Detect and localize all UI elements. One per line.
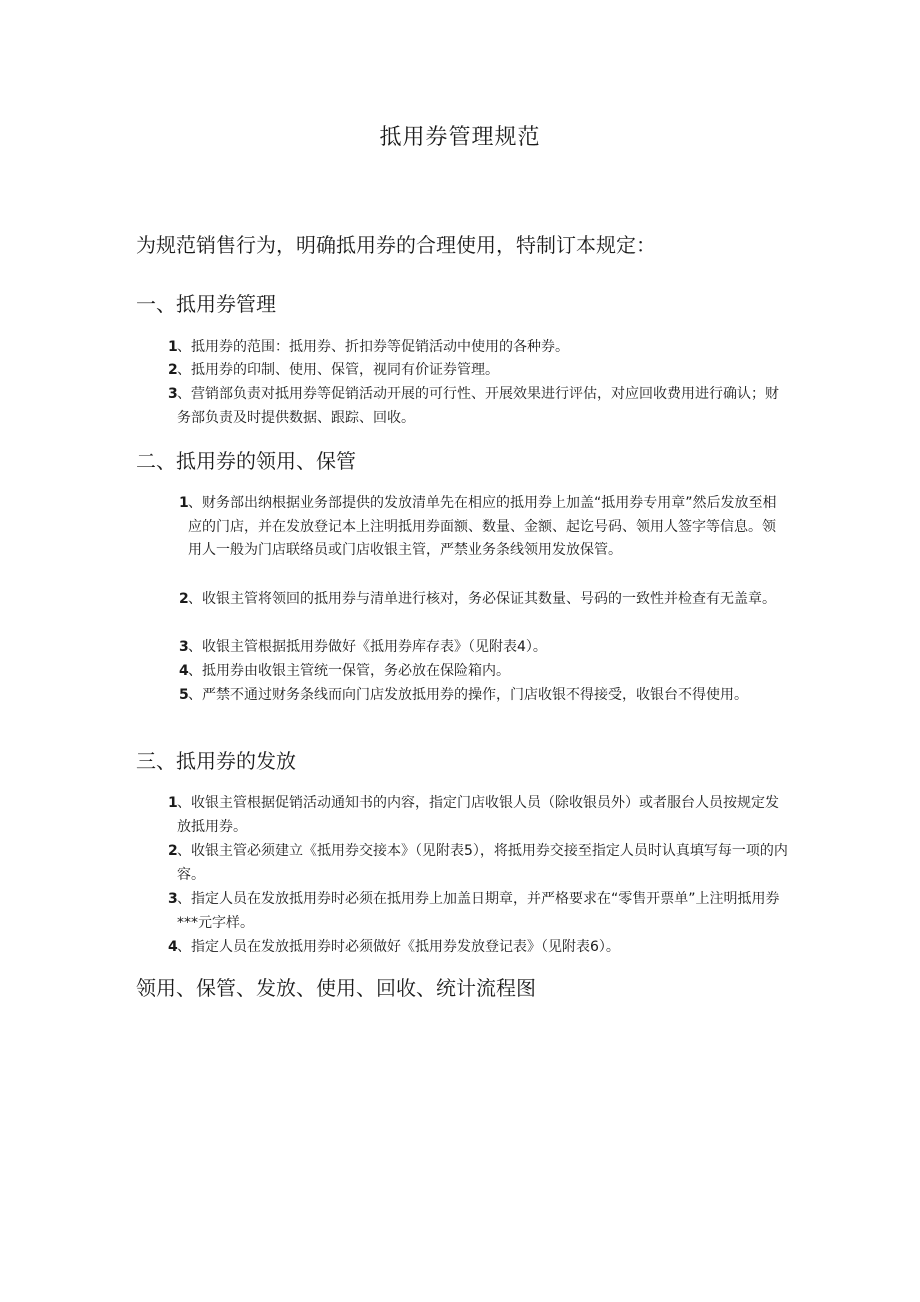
item-text: 、指定人员在发放抵用券时必须在抵用券上加盖日期章，并严格要求在“零售开票单”上注明抵用券***元字样。 (177, 891, 780, 931)
item-text: 、收银主管将领回的抵用券与清单进行核对，务必保证其数量、号码的一致性并检查有无盖章。 (188, 591, 776, 607)
item-number: 2 (168, 362, 178, 378)
item-text: 、指定人员在发放抵用券时必须做好《抵用券发放登记表》（见附表6）。 (177, 939, 620, 955)
intro-paragraph: 为规范销售行为，明确抵用券的合理使用，特制订本规定： (136, 233, 656, 257)
item-text: 、抵用券的印制、使用、保管，视同有价证券管理。 (177, 362, 499, 378)
item-text: 、抵用券的范围：抵用券、折扣券等促销活动中使用的各种券。 (177, 339, 569, 355)
item-number: 3 (168, 386, 178, 402)
list-item (168, 936, 790, 960)
section-2-heading: 二、抵用券的领用、保管 (136, 449, 356, 473)
list-item (168, 383, 790, 430)
item-number: 1 (179, 495, 189, 511)
item-number: 2 (168, 843, 178, 859)
item-number: 3 (179, 639, 189, 655)
item-number: 2 (179, 591, 189, 607)
list-item (168, 840, 790, 887)
flowchart-heading: 领用、保管、发放、使用、回收、统计流程图 (136, 976, 536, 1000)
list-item (168, 888, 790, 935)
item-text: 、收银主管必须建立《抵用券交接本》（见附表5），将抵用券交接至指定人员时认真填写每一项的内容。 (177, 843, 788, 883)
section-3-heading: 三、抵用券的发放 (136, 749, 296, 773)
list-item (168, 792, 790, 839)
item-number: 4 (179, 663, 189, 679)
list-item (168, 336, 790, 360)
section-1-heading: 一、抵用券管理 (136, 292, 276, 316)
item-text: 、抵用券由收银主管统一保管，务必放在保险箱内。 (188, 663, 510, 679)
list-item (179, 660, 789, 684)
item-text: 、财务部出纳根据业务部提供的发放清单先在相应的抵用券上加盖“抵用券专用章”然后发放至相应的门店，并在发放登记本上注明抵用券面额、数量、金额、起讫号码、领用人签字等信息。领用人一般为门店联络员或门店收银主管，严禁业务条线领用发放保管。 (188, 495, 777, 558)
item-number: 1 (168, 795, 178, 811)
item-text: 、收银主管根据抵用券做好《抵用券库存表》（见附表4）。 (188, 639, 547, 655)
list-item (179, 684, 789, 708)
list-item (168, 359, 790, 383)
item-number: 4 (168, 939, 178, 955)
item-number: 1 (168, 339, 178, 355)
list-item (179, 492, 789, 563)
list-item (179, 636, 789, 660)
item-number: 5 (179, 687, 189, 703)
list-item (179, 588, 789, 612)
item-text: 、营销部负责对抵用券等促销活动开展的可行性、开展效果进行评估，对应回收费用进行确认；财务部负责及时提供数据、跟踪、回收。 (177, 386, 779, 426)
item-text: 、收银主管根据促销活动通知书的内容，指定门店收银人员（除收银员外）或者服台人员按规定发放抵用券。 (177, 795, 779, 835)
page-title: 抵用券管理规范 (379, 125, 541, 150)
item-text: 、严禁不通过财务条线而向门店发放抵用券的操作，门店收银不得接受，收银台不得使用。 (188, 687, 748, 703)
item-number: 3 (168, 891, 178, 907)
